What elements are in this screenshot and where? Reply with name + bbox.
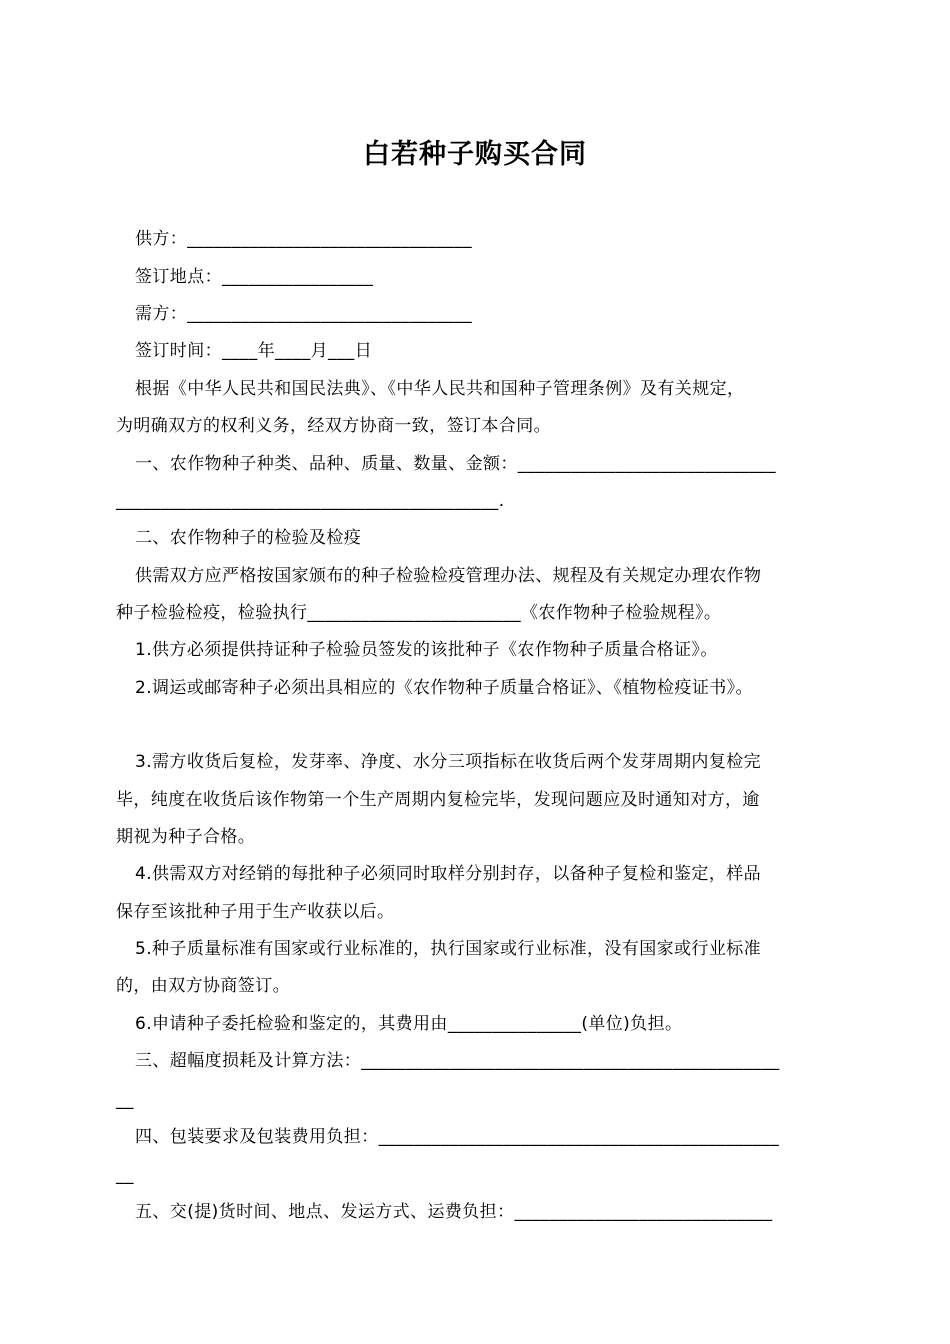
document-title: 白若种子购买合同: [363, 139, 587, 170]
preamble-line-1: 根据《中华人民共和国民法典》、《中华人民共和国种子管理条例》及有关规定，: [135, 379, 745, 399]
clause-4-heading: 四、包装要求及包装费用负担：_____________________________________________: [135, 1127, 780, 1147]
clause-1-heading: 一、农作物种子种类、品种、质量、数量、金额：_____________________________: [135, 454, 776, 474]
supplier-field: 供方：________________________________: [135, 229, 472, 249]
clause-2-text-1: 供需双方应严格按国家颁布的种子检验检疫管理办法、规程及有关规定办理农作物: [135, 566, 762, 586]
clause-3-blank: __: [116, 1090, 134, 1110]
preamble-line-2: 为明确双方的权利义务，经双方协商一致，签订本合同。: [116, 416, 551, 436]
clause-2-item-1: 1.供方必须提供持证种子检验员签发的该批种子《农作物种子质量合格证》。: [135, 640, 718, 660]
clause-2-item-3-line-1: 3.需方收货后复检，发芽率、净度、水分三项指标在收货后两个发芽周期内复检完: [135, 752, 762, 772]
clause-2-item-4-line-1: 4.供需双方对经销的每批种子必须同时取样分别封存，以备种子复检和鉴定，样品: [135, 864, 762, 884]
clause-2-item-3-line-3: 期视为种子合格。: [116, 827, 256, 847]
clause-2-item-5-line-2: 的，由双方协商签订。: [116, 976, 290, 996]
clause-2-item-3-line-2: 毕，纯度在收货后该作物第一个生产周期内复检完毕，发现问题应及时通知对方，逾: [116, 790, 760, 810]
clause-2-item-6: 6.申请种子委托检验和鉴定的，其费用由_______________(单位)负担。: [135, 1014, 683, 1034]
clause-2-text-2: 种子检验检疫，检验执行________________________《农作物种子检验规程》。: [116, 603, 722, 623]
signing-place-field: 签订地点：_________________: [135, 267, 374, 287]
clause-3-heading: 三、超幅度损耗及计算方法：_______________________________________________: [135, 1051, 780, 1071]
clause-4-blank: __: [116, 1165, 134, 1185]
clause-2-item-4-line-2: 保存至该批种子用于生产收获以后。: [116, 902, 395, 922]
signing-date-field: 签订时间：____年____月___日: [135, 341, 373, 361]
clause-2-heading: 二、农作物种子的检验及检疫: [135, 528, 362, 548]
clause-1-blank: ___________________________________________.: [116, 491, 505, 511]
clause-2-item-5-line-1: 5.种子质量标准有国家或行业标准的，执行国家或行业标准，没有国家或行业标准: [135, 939, 762, 959]
buyer-field: 需方：________________________________: [135, 304, 472, 324]
clause-5-heading: 五、交(提)货时间、地点、发运方式、运费负担：_____________________________: [135, 1202, 773, 1222]
clause-2-item-2: 2.调运或邮寄种子必须出具相应的《农作物种子质量合格证》、《植物检疫证书》。: [135, 678, 753, 698]
